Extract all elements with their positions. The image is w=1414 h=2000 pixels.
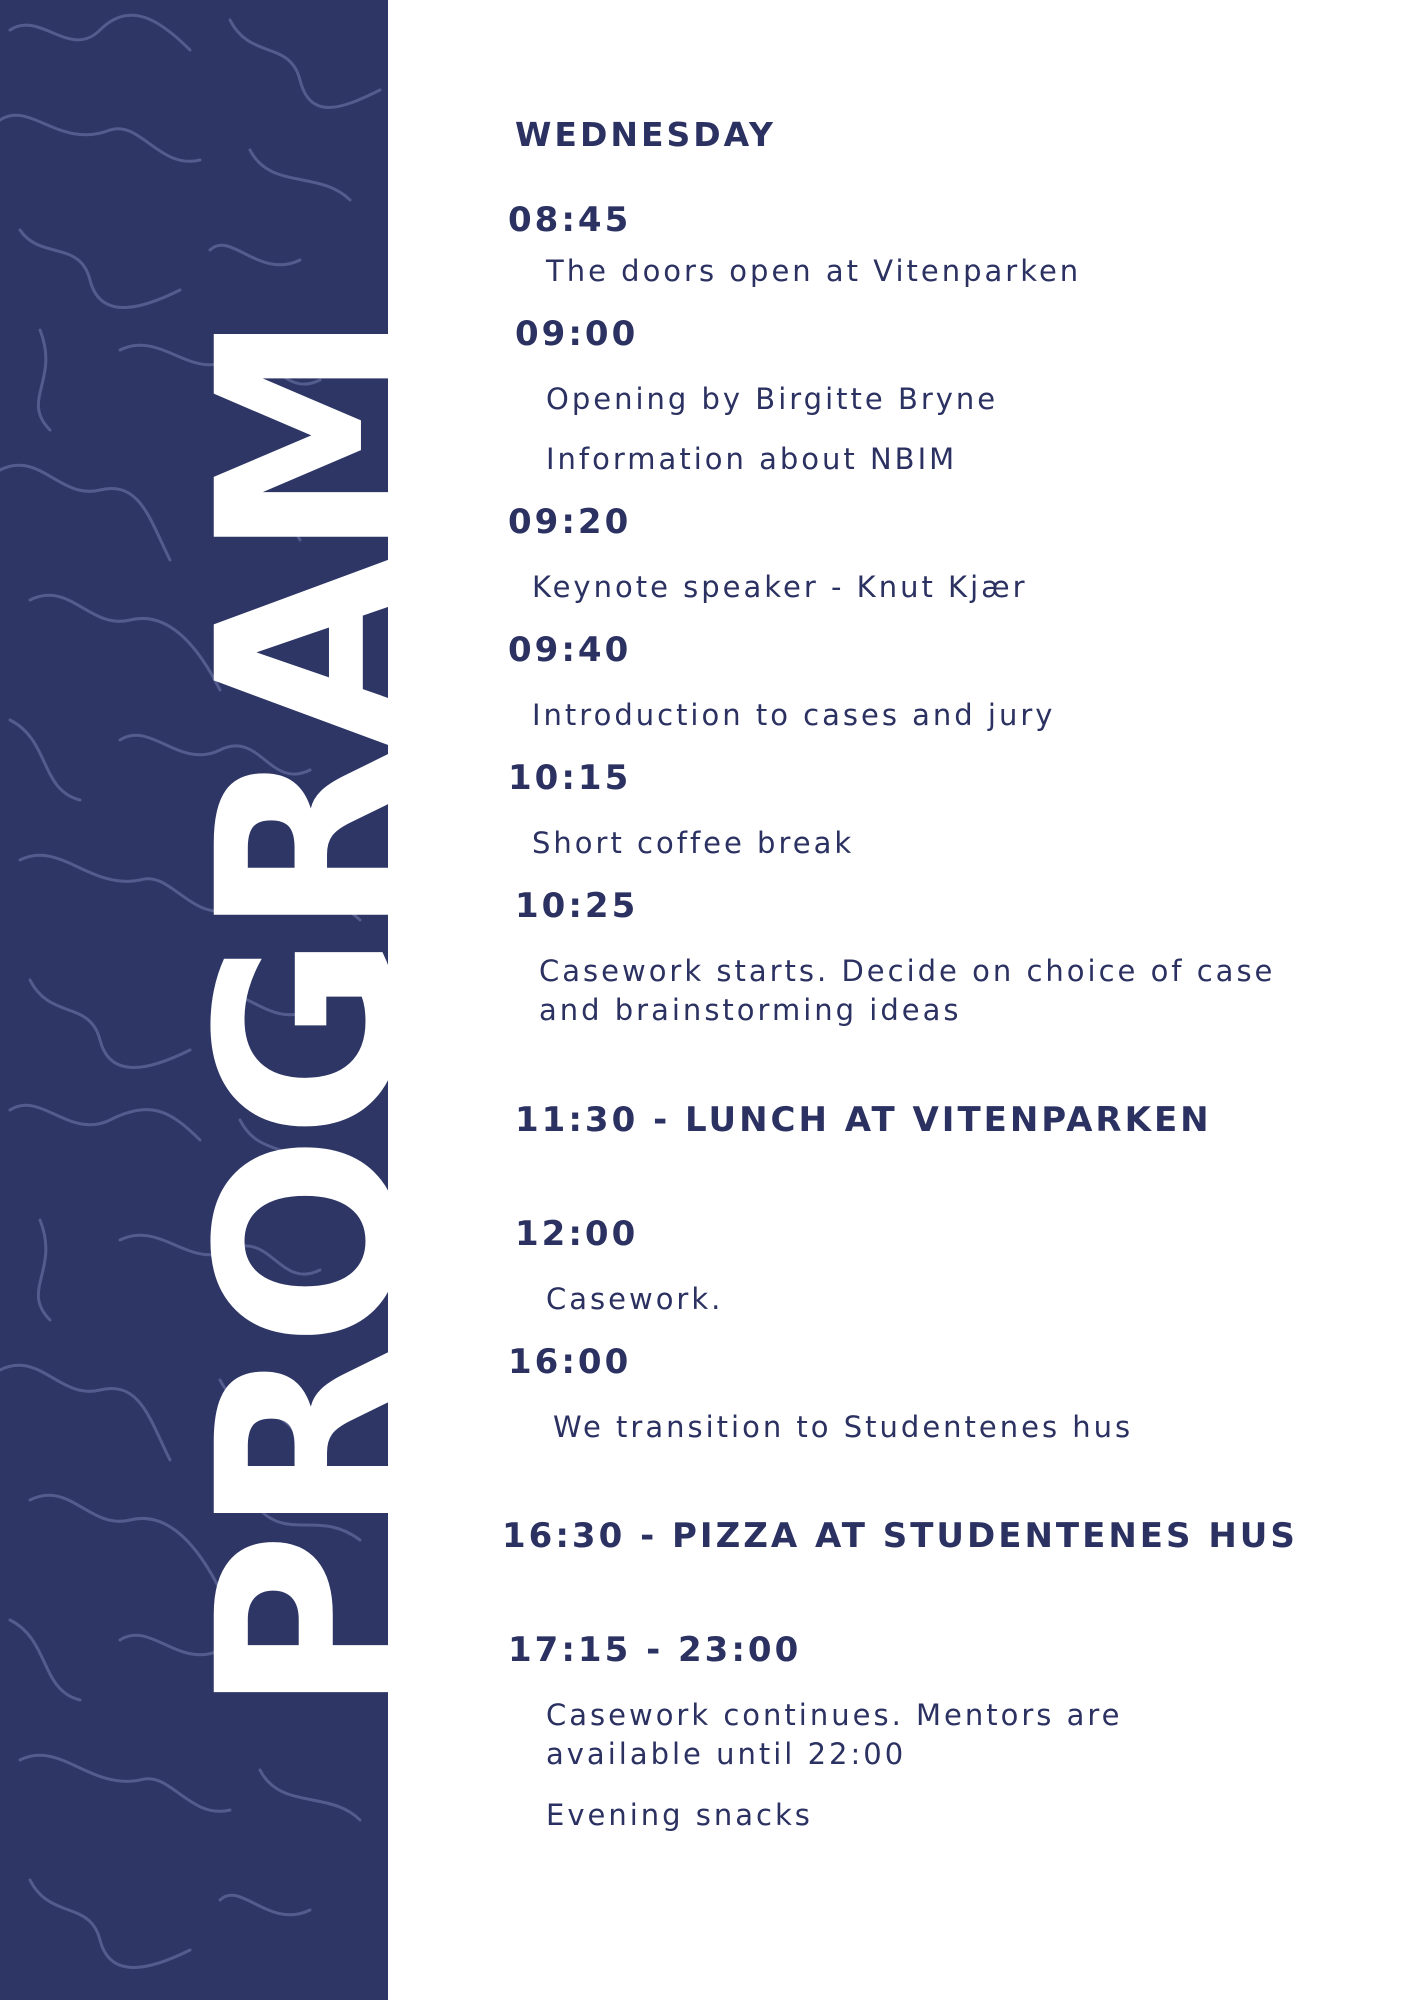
schedule-item: Casework. (546, 1282, 724, 1316)
day-heading: WEDNESDAY (515, 115, 776, 154)
schedule-time: 10:25 (515, 886, 639, 926)
schedule-time: 10:15 (508, 758, 632, 798)
schedule-time: 17:15 - 23:00 (508, 1630, 802, 1670)
schedule-item: We transition to Studentenes hus (553, 1410, 1134, 1444)
schedule-item: Casework starts. Decide on choice of case (539, 954, 1276, 988)
schedule-item: and brainstorming ideas (539, 993, 962, 1027)
schedule-item: Short coffee break (532, 826, 855, 860)
schedule-item: Opening by Birgitte Bryne (546, 382, 999, 416)
schedule-time: 09:20 (508, 502, 632, 542)
pizza-highlight: 16:30 - PIZZA AT STUDENTENES HUS (502, 1516, 1298, 1556)
schedule-item: available until 22:00 (546, 1737, 907, 1771)
schedule-item: Evening snacks (546, 1798, 813, 1832)
schedule-item: Casework continues. Mentors are (546, 1698, 1123, 1732)
schedule-item: The doors open at Vitenparken (546, 254, 1082, 288)
program-vertical-title: PROGRAM (164, 314, 455, 1716)
schedule-time: 12:00 (515, 1214, 639, 1254)
schedule-time: 09:00 (515, 314, 639, 354)
schedule-time: 16:00 (508, 1342, 632, 1382)
lunch-highlight: 11:30 - LUNCH AT VITENPARKEN (515, 1100, 1212, 1140)
schedule-item: Introduction to cases and jury (532, 698, 1056, 732)
schedule-item: Information about NBIM (546, 442, 958, 476)
schedule-item: Keynote speaker - Knut Kjær (532, 570, 1028, 604)
schedule-time: 09:40 (508, 630, 632, 670)
schedule-time: 08:45 (508, 200, 632, 240)
